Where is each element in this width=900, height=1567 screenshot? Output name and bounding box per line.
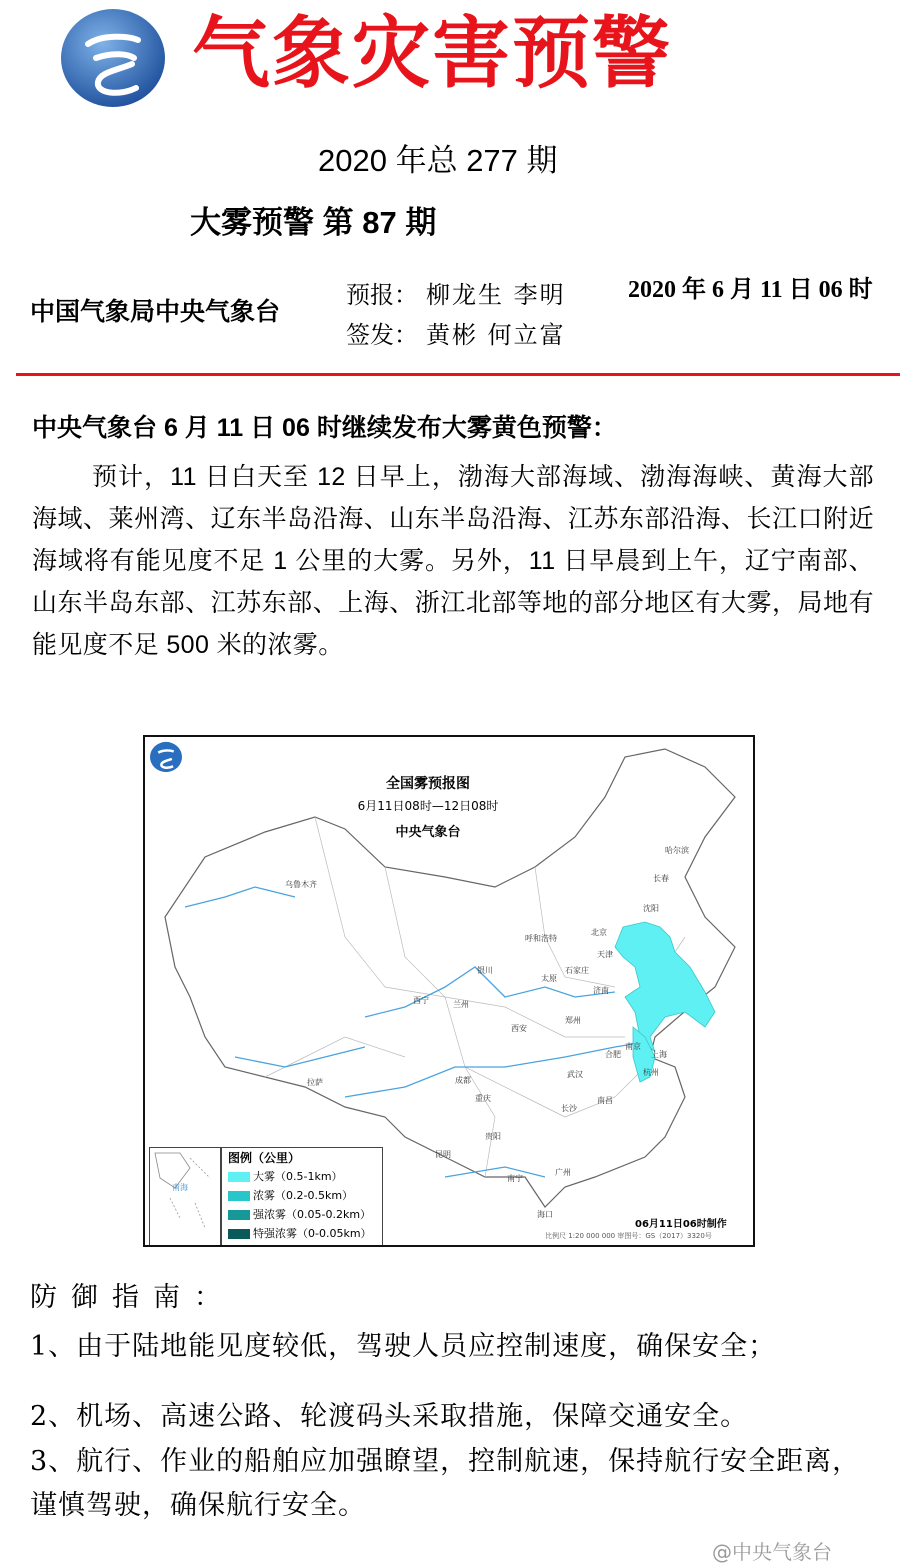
legend-item — [228, 1168, 343, 1186]
city-label: 南昌 — [597, 1096, 613, 1105]
fog-forecast-map — [143, 735, 755, 1247]
city-label: 南京 — [625, 1042, 641, 1051]
signer-names: 黄彬 何立富 — [426, 321, 566, 349]
legend-swatch — [228, 1191, 250, 1201]
south-china-sea-inset — [149, 1147, 221, 1247]
city-label: 西安 — [511, 1024, 527, 1033]
city-label: 长沙 — [561, 1104, 577, 1113]
city-label: 呼和浩特 — [525, 934, 557, 943]
forecaster-line — [346, 275, 566, 310]
issue-date: 2020 年 6 月 11 日 06 时 — [628, 277, 873, 303]
city-label: 拉萨 — [307, 1078, 323, 1087]
city-label: 昆明 — [435, 1150, 451, 1159]
legend-swatch — [228, 1229, 250, 1239]
map-logo — [149, 741, 183, 773]
map-period: 6月11日08时—12日08时 — [357, 799, 499, 813]
map-legend — [221, 1147, 383, 1247]
legend-label: 浓雾（0.2-0.5km） — [253, 1189, 354, 1202]
legend-label: 特强浓雾（0-0.05km） — [253, 1227, 372, 1240]
signer-line — [346, 315, 566, 350]
map-scale-note: 比例尺 1:20 000 000 审图号：GS（2017）3320号 — [545, 1232, 712, 1240]
forecaster-label: 预报： — [346, 281, 418, 309]
weibo-watermark: @中央气象台 — [712, 1540, 832, 1564]
city-label: 海口 — [537, 1210, 553, 1219]
legend-item — [228, 1187, 353, 1205]
city-label: 石家庄 — [565, 966, 589, 975]
city-label: 合肥 — [605, 1050, 621, 1059]
cma-logo — [58, 6, 168, 110]
fog-issue-number: 大雾预警 第 87 期 — [190, 205, 437, 240]
legend-item — [228, 1225, 372, 1243]
guide-item: 3、航行、作业的船舶应加强瞭望，控制航速，保持航行安全距离，谨慎驾驶，确保航行安全。 — [30, 1446, 861, 1521]
city-label: 郑州 — [565, 1016, 581, 1025]
city-label: 济南 — [593, 986, 609, 995]
document-title: 气象灾害预警 — [192, 8, 673, 99]
city-label: 沈阳 — [643, 904, 659, 913]
map-organization: 中央气象台 — [395, 825, 461, 840]
city-label: 广州 — [555, 1168, 571, 1177]
city-label: 上海 — [651, 1050, 667, 1059]
city-label: 银川 — [477, 966, 493, 975]
city-label: 乌鲁木齐 — [285, 880, 317, 889]
bulletin-headline: 中央气象台 6 月 11 日 06 时继续发布大雾黄色预警： — [32, 414, 617, 442]
bulletin-body: 预计，11 日白天至 12 日早上，渤海大部海域、渤海海峡、黄海大部海域、莱州湾、辽东半岛沿海、山东半岛沿海、江苏东部沿海、长江口附近海域将有能见度不足 1 公里的大雾。另外，11 日早晨到上午，辽宁南部、山东半岛东部、江苏东部、上海、浙江北部等地的部分地区有大雾，局地有能见度不足 500 米的浓雾。 — [32, 463, 874, 659]
city-label: 杭州 — [643, 1068, 659, 1077]
defense-guide-title: 防御指南： — [30, 1282, 235, 1313]
city-label: 天津 — [597, 950, 613, 959]
city-label: 长春 — [653, 874, 669, 883]
map-title: 全国雾预报图 — [386, 776, 470, 792]
legend-item — [228, 1206, 371, 1224]
issue-total-number: 2020 年总 277 期 — [318, 143, 558, 178]
city-label: 北京 — [591, 928, 607, 937]
city-label: 南宁 — [507, 1174, 523, 1183]
guide-item: 2、机场、高速公路、轮渡码头采取措施，保障交通安全。 — [30, 1401, 749, 1432]
signer-label: 签发： — [346, 321, 418, 349]
guide-item: 1、由于陆地能见度较低，驾驶人员应控制速度，确保安全； — [30, 1331, 777, 1362]
city-label: 成都 — [455, 1076, 471, 1085]
header-divider — [16, 373, 900, 376]
inset-graphic — [150, 1148, 220, 1246]
city-label: 武汉 — [567, 1070, 583, 1079]
city-label: 贵阳 — [485, 1132, 501, 1141]
legend-swatch — [228, 1172, 250, 1182]
legend-swatch — [228, 1210, 250, 1220]
issuing-agency: 中国气象局中央气象台 — [30, 298, 281, 326]
city-label: 重庆 — [475, 1094, 491, 1103]
city-label: 哈尔滨 — [665, 846, 689, 855]
city-label: 太原 — [541, 974, 557, 983]
city-label: 西宁 — [413, 996, 429, 1005]
legend-title: 图例（公里） — [228, 1151, 301, 1165]
map-made-time: 06月11日06时制作 — [635, 1219, 727, 1230]
legend-label: 大雾（0.5-1km） — [253, 1170, 343, 1183]
city-label: 兰州 — [453, 1000, 469, 1009]
legend-label: 强浓雾（0.05-0.2km） — [253, 1208, 372, 1221]
forecaster-names: 柳龙生 李明 — [426, 281, 566, 309]
inset-label: 南海 — [172, 1183, 188, 1192]
